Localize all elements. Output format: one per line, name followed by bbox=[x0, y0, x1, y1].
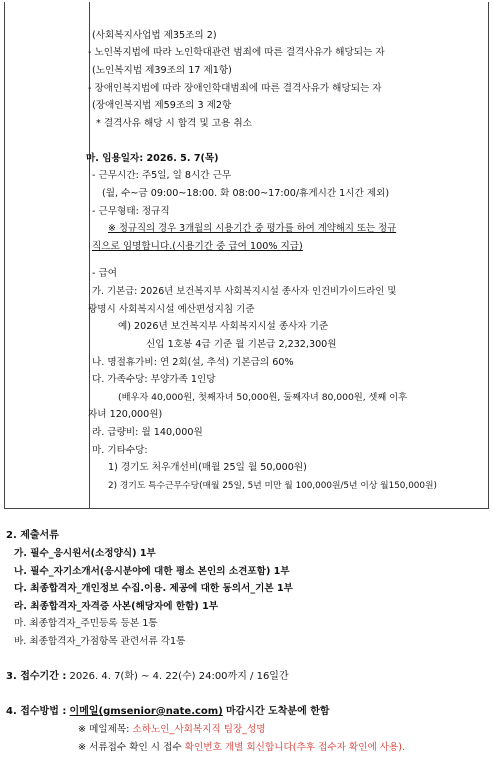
box-line: 다. 가족수당: 부양가족 1인당 bbox=[92, 374, 216, 385]
period-value: 2026. 4. 7(화) ~ 4. 22(수) 24:00까지 / 16일간 bbox=[69, 671, 289, 682]
probation-note-cont: 직으로 임명합니다.(시용기간 중 급여 100% 지급) bbox=[92, 241, 303, 252]
box-line: - 장애인복지법에 따라 장애인학대범죄에 따른 결격사유가 해당되는 자 bbox=[88, 83, 382, 94]
box-line: 나. 명절휴가비: 연 2회(설, 추석) 기본급의 60% bbox=[92, 357, 294, 368]
box-line: (장애인복지법 제59조의 3 제2항 bbox=[92, 100, 232, 111]
box-line: 2) 경기도 특수근무수당(매월 25일, 5년 미만 월 100,000원/5년 이상 월150,000원) bbox=[108, 481, 437, 491]
appointment-date-heading: 마. 임용일자: 2026. 5. 7(목) bbox=[86, 153, 219, 164]
mail-subject-note bbox=[78, 724, 266, 736]
method-row bbox=[6, 706, 330, 718]
note-prefix: ※ 메일제목: bbox=[78, 724, 133, 735]
box-line: (노인복지법 제39조의 17 제1항) bbox=[92, 65, 232, 76]
box-line: (사회복지사업법 제35조의 2) bbox=[92, 30, 217, 41]
table-column-divider bbox=[89, 2, 90, 508]
doc-item: 바. 최종합격자_가점항목 관련서류 각1통 bbox=[14, 636, 186, 647]
mail-subject-value: 소하노인_사회복지직 팀장_성명 bbox=[132, 724, 266, 735]
probation-note: ※ 정규직의 경우 3개월의 시용기간 중 평가를 하여 계약해지 또는 정규 bbox=[108, 223, 397, 234]
box-line: - 근무시간: 주5일, 일 8시간 근무 bbox=[92, 170, 232, 181]
box-line: - 근무형태: 정규직 bbox=[92, 206, 170, 217]
box-line: (배우자 40,000원, 첫째자녀 50,000원, 둘째자녀 80,000원, 셋째 이후 bbox=[118, 392, 407, 403]
period-label: 3. 접수기간 : bbox=[6, 671, 67, 682]
box-line: (월, 수~금 09:00~18:00. 화 08:00~17:00/휴게시간 1시간 제외) bbox=[102, 188, 390, 199]
box-line: * 결격사유 해당 시 합격 및 고용 취소 bbox=[96, 118, 252, 129]
box-line: 광명시 사회복지시설 예산편성지침 기준 bbox=[88, 304, 255, 315]
method-email: 이메일(gmsenior@nate.com) bbox=[69, 706, 223, 717]
receipt-note bbox=[78, 742, 405, 754]
box-line: 예) 2026년 보건복지부 사회복지시설 종사자 기준 bbox=[118, 321, 329, 332]
receipt-note-value: 확인번호 개별 회신합니다(추후 접수자 확인에 사용). bbox=[184, 742, 406, 753]
method-rest: 마감시간 도착분에 한함 bbox=[225, 706, 330, 717]
salary-heading: - 급여 bbox=[92, 268, 118, 279]
doc-item: 마. 최종합격자_주민등록 등본 1통 bbox=[14, 618, 158, 629]
content-table bbox=[4, 2, 489, 509]
period-row bbox=[6, 671, 289, 683]
doc-item: 다. 최종합격자_개인정보 수집.이용. 제공에 대한 동의서_기본 1부 bbox=[14, 583, 293, 594]
submit-docs-title: 2. 제출서류 bbox=[6, 530, 59, 541]
doc-item: 라. 최종합격자_자격증 사본(해당자에 한함) 1부 bbox=[14, 601, 219, 612]
note-prefix: ※ 서류접수 확인 시 접수 bbox=[78, 742, 185, 753]
doc-item: 가. 필수_응시원서(소정양식) 1부 bbox=[14, 548, 156, 559]
doc-item: 나. 필수_자기소개서(응시분야에 대한 평소 본인의 소견포함) 1부 bbox=[14, 566, 290, 577]
box-line: 자녀 120,000원) bbox=[88, 409, 163, 420]
box-line: 라. 급량비: 월 140,000원 bbox=[92, 427, 203, 438]
box-line: 1) 경기도 처우개선비(매월 25일 월 50,000원) bbox=[108, 462, 307, 473]
method-label: 4. 접수방법 : bbox=[6, 706, 67, 717]
box-line: - 노인복지법에 따라 노인학대관련 범죄에 따른 결격사유가 해당되는 자 bbox=[88, 47, 385, 58]
box-line: 가. 기본급: 2026년 보건복지부 사회복지시설 종사자 인건비가이드라인 및 bbox=[92, 286, 397, 297]
box-line: 신입 1호봉 4급 기준 월 기본급 2,232,300원 bbox=[146, 339, 337, 350]
box-line: 마. 기타수당: bbox=[92, 445, 148, 456]
